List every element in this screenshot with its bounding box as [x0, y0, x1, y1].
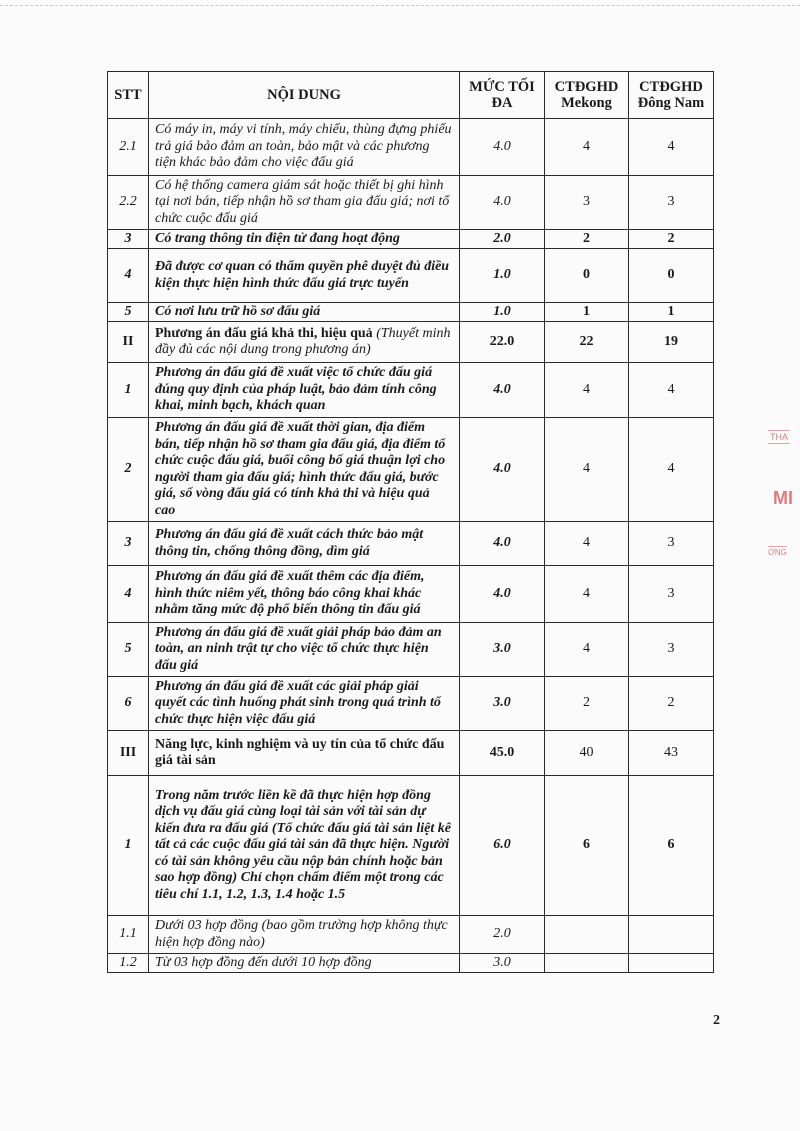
table-row — [108, 623, 714, 677]
row-score-dong-nam: 4 — [629, 119, 714, 176]
row-content: Có máy in, máy vi tính, máy chiếu, thùng đựng phiếu trả giá bảo đảm an toàn, bảo mật và các phương tiện khác bảo đảm cho việc đấu giá — [149, 119, 460, 176]
row-score-mekong: 2 — [545, 677, 629, 731]
row-score-mekong: 4 — [545, 119, 629, 176]
row-stt: 2.2 — [108, 176, 149, 230]
row-score-mekong: 4 — [545, 363, 629, 418]
row-max: 3.0 — [460, 623, 545, 677]
row-content-note: (Thuyết minh đầy đủ các nội dung trong phương án) — [155, 325, 451, 357]
row-score-dong-nam: 3 — [629, 176, 714, 230]
table-row — [108, 954, 714, 973]
row-stt: 1.2 — [108, 954, 149, 973]
row-stt: 1 — [108, 776, 149, 916]
row-stt: II — [108, 322, 149, 363]
row-score-dong-nam: 1 — [629, 303, 714, 322]
row-content: Từ 03 hợp đồng đến dưới 10 hợp đồng — [149, 954, 460, 973]
row-content: Phương án đấu giá đề xuất giải pháp bảo đảm an toàn, an ninh trật tự cho việc tổ chức thực hiện đấu giá — [149, 623, 460, 677]
row-score-dong-nam: 4 — [629, 363, 714, 418]
stamp-fragment-middle: MI — [773, 488, 793, 508]
row-score-mekong — [545, 916, 629, 954]
row-content: Năng lực, kinh nghiệm và uy tín của tổ chức đấu giá tài sản — [149, 731, 460, 776]
table-row — [108, 303, 714, 322]
row-content — [149, 322, 460, 363]
table-row-section — [108, 731, 714, 776]
row-max: 45.0 — [460, 731, 545, 776]
row-stt: 2.1 — [108, 119, 149, 176]
row-max: 4.0 — [460, 566, 545, 623]
header-dong-nam: CTĐGHD Đông Nam — [629, 72, 714, 119]
stamp-fragment-top: THA — [770, 432, 788, 442]
table-row — [108, 363, 714, 418]
row-content: Có trang thông tin điện tử đang hoạt động — [149, 230, 460, 249]
row-score-dong-nam: 4 — [629, 418, 714, 522]
page-number: 2 — [713, 1013, 720, 1028]
row-score-mekong — [545, 954, 629, 973]
header-max: MỨC TỐI ĐA — [460, 72, 545, 119]
row-content: Phương án đấu giá đề xuất thời gian, địa điểm bán, tiếp nhận hồ sơ tham gia đấu giá, địa điểm tổ chức cuộc đấu giá, buổi công bố giá thuận lợi cho người tham gia đấu giá; hình thức đấu giá, bước giá, số vòng đấu giá có tính khả thi và hiệu quả cao — [149, 418, 460, 522]
row-content: Có hệ thống camera giám sát hoặc thiết bị ghi hình tại nơi bán, tiếp nhận hồ sơ tham gia đấu giá; nơi tổ chức cuộc đấu giá — [149, 176, 460, 230]
row-score-dong-nam: 3 — [629, 566, 714, 623]
row-score-dong-nam: 43 — [629, 731, 714, 776]
row-stt: 3 — [108, 230, 149, 249]
row-max: 4.0 — [460, 119, 545, 176]
table-header-row — [108, 72, 714, 119]
row-score-mekong: 3 — [545, 176, 629, 230]
header-stt: STT — [108, 72, 149, 119]
table-row — [108, 230, 714, 249]
row-stt: 1.1 — [108, 916, 149, 954]
row-content-main: Phương án đấu giá khả thi, hiệu quả — [155, 325, 377, 341]
row-content: Đã được cơ quan có thẩm quyền phê duyệt đủ điều kiện thực hiện hình thức đấu giá trực tuyến — [149, 249, 460, 303]
row-score-dong-nam: 2 — [629, 677, 714, 731]
row-score-dong-nam: 0 — [629, 249, 714, 303]
row-max: 22.0 — [460, 322, 545, 363]
row-score-dong-nam — [629, 954, 714, 973]
row-score-mekong: 22 — [545, 322, 629, 363]
row-stt: 6 — [108, 677, 149, 731]
row-stt: III — [108, 731, 149, 776]
row-score-mekong: 4 — [545, 418, 629, 522]
row-score-dong-nam: 3 — [629, 522, 714, 566]
row-score-dong-nam — [629, 916, 714, 954]
row-score-mekong: 1 — [545, 303, 629, 322]
scoring-table — [107, 71, 714, 973]
header-content: NỘI DUNG — [149, 72, 460, 119]
row-score-dong-nam: 3 — [629, 623, 714, 677]
row-content: Trong năm trước liền kề đã thực hiện hợp đồng dịch vụ đấu giá cùng loại tài sản với tài sản dự kiến đưa ra đấu giá (Tổ chức đấu giá tài sản liệt kê tất cả các cuộc đấu giá tài sản đã thực hiện. Người có tài sản không yêu cầu nộp bản chính hoặc bản sao hợp đồng) Chỉ chọn chấm điểm một trong các tiêu chí 1.1, 1.2, 1.3, 1.4 hoặc 1.5 — [149, 776, 460, 916]
row-content: Phương án đấu giá đề xuất các giải pháp giải quyết các tình huống phát sinh trong quá trình tổ chức thực hiện việc đấu giá — [149, 677, 460, 731]
top-scan-line — [0, 5, 800, 6]
row-content: Phương án đấu giá đề xuất cách thức bảo mật thông tin, chống thông đồng, dìm giá — [149, 522, 460, 566]
row-max: 4.0 — [460, 418, 545, 522]
row-max: 3.0 — [460, 954, 545, 973]
row-score-dong-nam: 2 — [629, 230, 714, 249]
row-score-mekong: 4 — [545, 522, 629, 566]
row-score-dong-nam: 6 — [629, 776, 714, 916]
row-score-mekong: 4 — [545, 623, 629, 677]
row-max: 4.0 — [460, 363, 545, 418]
row-stt: 2 — [108, 418, 149, 522]
table-row — [108, 418, 714, 522]
row-stt: 1 — [108, 363, 149, 418]
table-row — [108, 677, 714, 731]
row-max: 2.0 — [460, 230, 545, 249]
row-max: 4.0 — [460, 522, 545, 566]
row-score-mekong: 2 — [545, 230, 629, 249]
row-stt: 4 — [108, 566, 149, 623]
row-max: 1.0 — [460, 249, 545, 303]
row-content: Có nơi lưu trữ hồ sơ đấu giá — [149, 303, 460, 322]
row-score-dong-nam: 19 — [629, 322, 714, 363]
row-content: Dưới 03 hợp đồng (bao gồm trường hợp không thực hiện hợp đồng nào) — [149, 916, 460, 954]
row-max: 4.0 — [460, 176, 545, 230]
table-row — [108, 249, 714, 303]
row-score-mekong: 6 — [545, 776, 629, 916]
table-row — [108, 566, 714, 623]
row-max: 2.0 — [460, 916, 545, 954]
row-content: Phương án đấu giá đề xuất thêm các địa điểm, hình thức niêm yết, thông báo công khai khác nhằm tăng mức độ phổ biến thông tin đấu giá — [149, 566, 460, 623]
row-score-mekong: 0 — [545, 249, 629, 303]
row-stt: 5 — [108, 623, 149, 677]
table-row — [108, 119, 714, 176]
row-stt: 3 — [108, 522, 149, 566]
row-stt: 5 — [108, 303, 149, 322]
table-row — [108, 916, 714, 954]
table-row — [108, 776, 714, 916]
row-score-mekong: 4 — [545, 566, 629, 623]
stamp-fragment-bottom: ƠNG — [768, 548, 787, 557]
row-max: 1.0 — [460, 303, 545, 322]
row-stt: 4 — [108, 249, 149, 303]
row-max: 6.0 — [460, 776, 545, 916]
table-row — [108, 522, 714, 566]
row-content: Phương án đấu giá đề xuất việc tổ chức đấu giá đúng quy định của pháp luật, bảo đảm tính công khai, minh bạch, khách quan — [149, 363, 460, 418]
table-row — [108, 176, 714, 230]
row-max: 3.0 — [460, 677, 545, 731]
table-row-section — [108, 322, 714, 363]
header-mekong: CTĐGHD Mekong — [545, 72, 629, 119]
row-score-mekong: 40 — [545, 731, 629, 776]
